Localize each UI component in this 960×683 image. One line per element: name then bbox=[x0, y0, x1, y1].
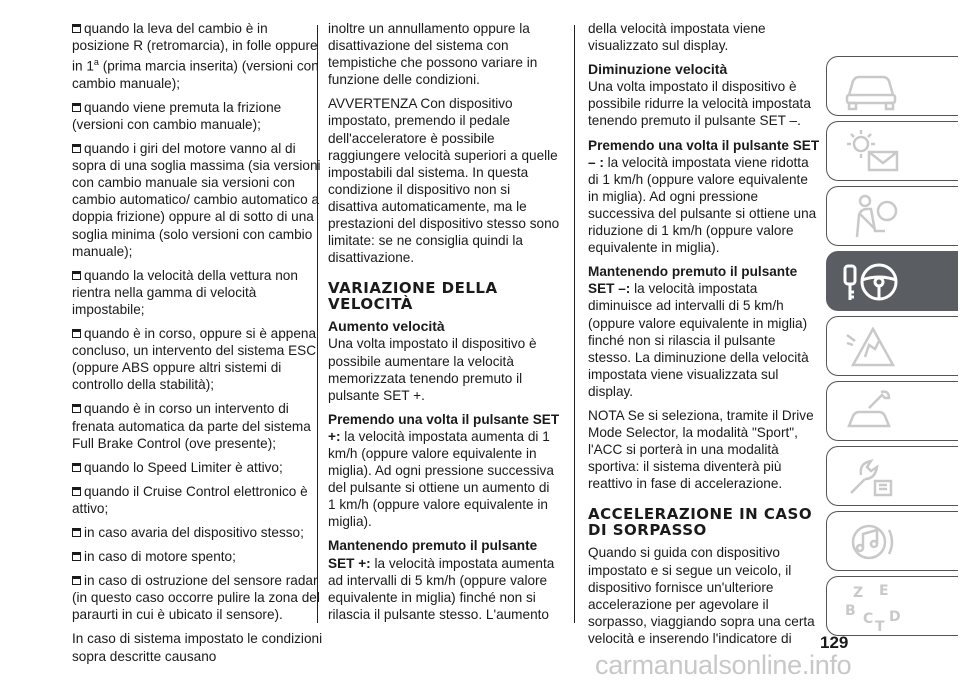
index-letter: Z bbox=[853, 585, 864, 601]
bullet-item: quando il Cruise Control elettronico è attivo; bbox=[72, 483, 308, 516]
paragraph: della velocità impostata viene visualizzato sul display. bbox=[588, 21, 766, 54]
multimedia-icon bbox=[839, 516, 903, 568]
bullet-item: quando è in corso, oppure si è appena concluso, un intervento del sistema ESC (oppure ABS oppure altri sistemi di controllo della stabilità); bbox=[72, 326, 317, 393]
tab-driving[interactable] bbox=[826, 251, 958, 311]
car-icon bbox=[839, 61, 903, 113]
index-letter: B bbox=[845, 603, 856, 619]
bullet-icon bbox=[72, 528, 81, 537]
section-heading: VARIAZIONE DELLA VELOCITÀ bbox=[328, 279, 498, 314]
paragraph: Una volta impostato il dispositivo è possibile ridurre la velocità impostata tenendo premuto il pulsante SET –. bbox=[588, 79, 811, 129]
tab-car[interactable] bbox=[826, 56, 958, 116]
bullet-icon bbox=[72, 487, 81, 496]
tab-warnings[interactable] bbox=[826, 316, 958, 376]
bullet-item: in caso avaria del dispositivo stesso; bbox=[72, 524, 324, 541]
paragraph: Quando si guida con dispositivo impostato e si segue un veicolo, il dispositivo fornisce un'ulteriore accelerazione per agevolare il sorpasso, viaggiando sopra una certa velocità e inserendo l'indicatore di bbox=[588, 545, 815, 646]
index-letters-icon bbox=[839, 581, 903, 633]
warning-paragraph: AVVERTENZA Con dispositivo impostato, premendo il pedale dell'acceleratore è possibile raggiungere velocità superiori a quelle impostabili dal sistema. In questa condizione il dispositivo non si disattiva automaticamente, ma le prestazioni del dispositivo stesso sono limitate: se ne consiglia quindi la disattivazione. bbox=[328, 96, 560, 266]
index-letter: D bbox=[889, 609, 901, 625]
section-heading: ACCELERAZIONE IN CASO DI SORPASSO bbox=[588, 505, 813, 540]
index-letter: C bbox=[863, 611, 874, 627]
tab-technical[interactable] bbox=[826, 446, 958, 506]
tab-lights-mail[interactable] bbox=[826, 121, 958, 181]
bullet-item: quando è in corso un intervento di frenata automatica da parte del sistema Full Brake Control (ove presente); bbox=[72, 401, 311, 451]
watermark: carmanualsonline.info bbox=[595, 650, 852, 680]
paragraph: Mantenendo premuto il pulsante SET –: la velocità impostata diminuisce ad intervalli di 5 km/h (oppure valore equivalente in miglia) finché non si rilascia il pulsante stesso. La diminuzione della velocità impostata viene visualizzata sul display. bbox=[588, 264, 809, 399]
bullet-icon bbox=[72, 576, 81, 585]
bullet-item: quando i giri del motore vanno al di sopra di una soglia massima (sia versioni con cambio manuale sia versioni con cambio automatico/ cambio automatico a doppia frizione) oppure al di sotto di una soglia minima (solo versioni con cambio manuale); bbox=[72, 141, 321, 259]
bullet-item: quando la leva del cambio è in posizione R (retromarcia), in folle oppure in 1$^a$ (prima marcia inserita) (versioni con cambio manuale); bbox=[72, 21, 319, 91]
bullet-icon bbox=[72, 552, 81, 561]
bullet-item: quando lo Speed Limiter è attivo; bbox=[72, 459, 324, 476]
paragraph: Premendo una volta il pulsante SET – : la velocità impostata viene ridotta di 1 km/h (oppure valore equivalente in miglia). Ad ogni pressione successiva del pulsante si ottiene una riduzione di 1 km/h (oppure valore equivalente in miglia). bbox=[588, 137, 820, 256]
tab-index[interactable] bbox=[826, 576, 958, 636]
paragraph: Mantenendo premuto il pulsante SET +: la velocità impostata aumenta ad intervalli di 5 km/h (oppure valore equivalente in miglia) finché non si rilascia il pulsante stesso. L'aumento bbox=[328, 538, 555, 622]
note-paragraph: NOTA Se si seleziona, tramite il Drive Mode Selector, la modalità "Sport", l'ACC si porterà in una modalità sportiva: il sistema diventerà più reattivo in fase di accelerazione. bbox=[588, 407, 814, 492]
chapter-tabs bbox=[826, 56, 958, 641]
column-2 bbox=[328, 20, 560, 630]
superscript: a bbox=[93, 57, 99, 68]
lead-in: Mantenendo premuto il pulsante SET +: bbox=[328, 538, 538, 571]
paragraph: Premendo una volta il pulsante SET +: la velocità impostata aumenta di 1 km/h (oppure valore equivalente in miglia). Ad ogni pressione successiva del pulsante si ottiene un aumento di 1 km/h (oppure valore equivalente in miglia). bbox=[328, 411, 560, 530]
bullet-item: quando la velocità della vettura non rientra nella gamma di velocità impostabile; bbox=[72, 267, 298, 317]
column-1 bbox=[72, 20, 324, 672]
column-divider-2 bbox=[574, 25, 575, 623]
bullet-icon bbox=[72, 463, 81, 472]
bullet-item: quando viene premuta la frizione (versioni con cambio manuale); bbox=[72, 99, 282, 132]
lights-mail-icon bbox=[839, 126, 903, 178]
seatbelt-airbag-icon bbox=[839, 191, 903, 243]
wrench-car-icon bbox=[839, 386, 903, 438]
paragraph: In caso di sistema impostato le condizioni sopra descritte causano bbox=[72, 631, 323, 664]
index-letter: E bbox=[879, 583, 889, 599]
paragraph: Una volta impostato il dispositivo è possibile aumentare la velocità memorizzata tenendo premuto il pulsante SET +. bbox=[328, 336, 537, 403]
bullet-icon bbox=[72, 103, 81, 112]
bullet-icon bbox=[72, 404, 81, 413]
subsection-heading: Diminuzione velocità bbox=[588, 61, 728, 78]
bullet-item: in caso di motore spento; bbox=[72, 548, 324, 565]
tab-safety[interactable] bbox=[826, 186, 958, 246]
lead-in: Mantenendo premuto il pulsante SET –: bbox=[588, 264, 798, 297]
tech-data-icon bbox=[839, 451, 903, 503]
column-3 bbox=[588, 20, 820, 654]
bullet-icon bbox=[72, 24, 81, 33]
bullet-icon bbox=[72, 329, 81, 338]
key-steering-wheel-icon bbox=[839, 256, 903, 308]
bullet-icon bbox=[72, 271, 81, 280]
warning-triangle-icon bbox=[839, 321, 903, 373]
tab-emergency[interactable] bbox=[826, 381, 958, 441]
bullet-item: in caso di ostruzione del sensore radar (in questo caso occorre pulire la zona del paraurti in cui è ubicato il sensore). bbox=[72, 573, 320, 623]
subsection-heading: Aumento velocità bbox=[328, 318, 445, 335]
page-number: 129 bbox=[820, 633, 849, 652]
tab-multimedia[interactable] bbox=[826, 511, 958, 571]
bullet-icon bbox=[72, 144, 81, 153]
lead-in: Premendo una volta il pulsante SET +: bbox=[328, 411, 560, 444]
index-letter: T bbox=[875, 619, 885, 633]
lead-in: Premendo una volta il pulsante SET – : bbox=[588, 137, 820, 170]
paragraph: inoltre un annullamento oppure la disattivazione del sistema con tempistiche che possono variare in funzione delle condizioni. bbox=[328, 21, 538, 88]
